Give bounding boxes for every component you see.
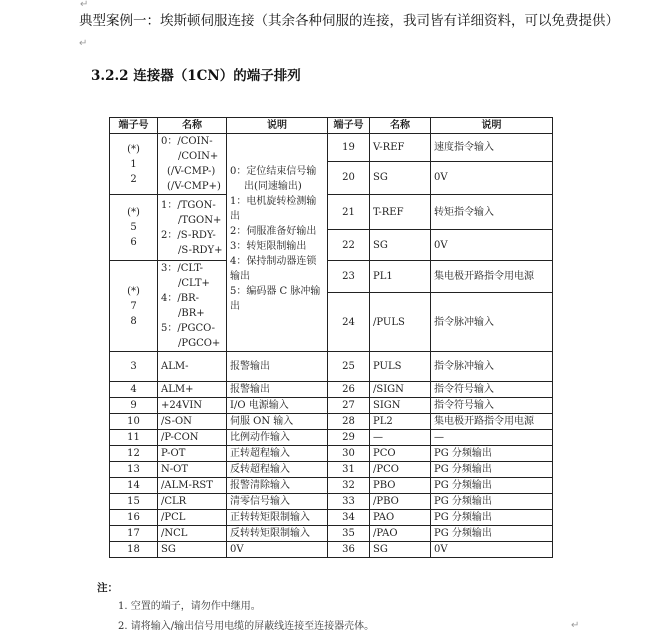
signal-name: PCO <box>370 446 431 462</box>
pin-number: 15 <box>110 494 158 510</box>
signal-description: 指令符号输入 <box>431 382 553 398</box>
signal-name: /TGON+ <box>178 214 222 226</box>
table-row <box>110 462 553 478</box>
description-line: 出(同速输出) <box>244 181 302 192</box>
signal-description: 正转超程输入 <box>227 446 328 462</box>
signal-name: /CLT+ <box>178 278 210 289</box>
signal-name: PL1 <box>370 261 431 293</box>
pin-number: 32 <box>328 478 370 494</box>
signal-name: V-REF <box>370 134 431 162</box>
signal-description: 反转超程输入 <box>227 462 328 478</box>
header-desc: 说明 <box>431 118 553 134</box>
signal-name: SG <box>158 542 227 558</box>
pin-number: 10 <box>110 414 158 430</box>
signal-description: PG 分频输出 <box>431 462 553 478</box>
pin-number: 9 <box>110 398 158 414</box>
signal-name: 1：/TGON- <box>161 199 216 211</box>
pin-number: 28 <box>328 414 370 430</box>
pin-note: (*) <box>127 207 140 218</box>
pin-number: 36 <box>328 542 370 558</box>
signal-name: /COIN+ <box>178 151 219 162</box>
table-row <box>110 494 553 510</box>
signal-description: 速度指令输入 <box>431 134 553 162</box>
pin-number: 29 <box>328 430 370 446</box>
header-name: 名称 <box>158 118 227 134</box>
pin-note: (*) <box>127 285 140 297</box>
signal-description: 比例动作输入 <box>227 430 328 446</box>
signal-name: ALM- <box>158 352 227 382</box>
signal-name: /S-ON <box>158 414 227 430</box>
table-row <box>110 478 553 494</box>
signal-name: 2：/S-RDY- <box>161 229 216 241</box>
header-pin: 端子号 <box>328 118 370 134</box>
signal-description: 伺服 ON 输入 <box>227 414 328 430</box>
pin-group <box>110 195 158 261</box>
pin-group <box>110 134 158 195</box>
signal-name: 3：/CLT- <box>161 263 203 274</box>
signal-name: /PGCO+ <box>178 338 221 349</box>
pin-number: 14 <box>110 478 158 494</box>
pin-number: 31 <box>328 462 370 478</box>
signal-name: /PBO <box>370 494 431 510</box>
pin-number: 16 <box>110 510 158 526</box>
signal-name: /NCL <box>158 526 227 542</box>
signal-description: I/O 电源输入 <box>227 398 328 414</box>
paragraph-mark: ↵ <box>79 38 88 49</box>
signal-name: PULS <box>370 352 431 382</box>
signal-name: PL2 <box>370 414 431 430</box>
signal-description: 报警输出 <box>227 382 328 398</box>
description-line: 3：转矩限制输出 <box>230 241 307 252</box>
signal-name: N-OT <box>158 462 227 478</box>
pin-number: 18 <box>110 542 158 558</box>
signal-description: 转矩指令输入 <box>431 195 553 230</box>
table-row <box>110 352 553 382</box>
table-header-row <box>110 118 553 134</box>
name-group <box>158 134 227 195</box>
pin-number: 19 <box>328 134 370 162</box>
table-row <box>110 195 553 230</box>
pin-number: 11 <box>110 430 158 446</box>
table-row <box>110 510 553 526</box>
description-line: 0：定位结束信号输 <box>230 166 317 177</box>
note-item: 2. 请将输入/输出信号用电缆的屏蔽线连接至连接器壳体。 <box>118 621 375 632</box>
name-group <box>158 261 227 352</box>
pin-number: 12 <box>110 446 158 462</box>
pin-number: 22 <box>328 230 370 261</box>
note-item: 1. 空置的端子，请勿作中继用。 <box>118 601 261 612</box>
pin-number: 13 <box>110 462 158 478</box>
header-name: 名称 <box>370 118 431 134</box>
pin-number: 33 <box>328 494 370 510</box>
signal-name: 4：/BR- <box>161 293 199 304</box>
signal-description: PG 分频输出 <box>431 446 553 462</box>
name-group <box>158 195 227 261</box>
signal-name: /ALM-RST <box>158 478 227 494</box>
signal-name: T-REF <box>370 195 431 230</box>
pin-number: 7 <box>130 300 137 312</box>
connector-pin-table <box>109 117 553 558</box>
signal-name: SG <box>370 230 431 261</box>
pin-number: 26 <box>328 382 370 398</box>
signal-name: /SIGN <box>370 382 431 398</box>
signal-name: SIGN <box>370 398 431 414</box>
signal-description: PG 分频输出 <box>431 494 553 510</box>
signal-description: 报警输出 <box>227 352 328 382</box>
pin-number: 25 <box>328 352 370 382</box>
table-row <box>110 134 553 162</box>
signal-name: (/V-CMP-) <box>167 166 216 177</box>
pin-number: 17 <box>110 526 158 542</box>
header-desc: 说明 <box>227 118 328 134</box>
pin-note: (*) <box>127 143 140 155</box>
signal-name: ALM+ <box>158 382 227 398</box>
description-line: 输出 <box>230 271 250 282</box>
signal-description: PG 分频输出 <box>431 526 553 542</box>
pin-number: 3 <box>110 352 158 382</box>
description-group <box>227 134 328 352</box>
signal-name: P-OT <box>158 446 227 462</box>
pin-number: 30 <box>328 446 370 462</box>
signal-name: /PCL <box>158 510 227 526</box>
signal-description: 指令脉冲输入 <box>431 293 553 352</box>
pin-number: 34 <box>328 510 370 526</box>
signal-name: /S-RDY+ <box>178 244 223 256</box>
pin-number: 4 <box>110 382 158 398</box>
signal-description: 0V <box>431 542 553 558</box>
intro-text: 典型案例一：埃斯顿伺服连接（其余各种伺服的连接，我司皆有详细资料，可以免费提供） <box>79 13 619 29</box>
signal-name: /PCO <box>370 462 431 478</box>
table-row <box>110 398 553 414</box>
signal-name: PAO <box>370 510 431 526</box>
pin-number: 24 <box>328 293 370 352</box>
table-row <box>110 446 553 462</box>
table-row <box>110 382 553 398</box>
signal-description: 正转转矩限制输入 <box>227 510 328 526</box>
pin-number: 35 <box>328 526 370 542</box>
signal-name: /BR+ <box>178 308 205 319</box>
signal-description: 0V <box>227 542 328 558</box>
table-row <box>110 526 553 542</box>
pin-group <box>110 261 158 352</box>
description-line: 出 <box>230 211 240 222</box>
description-line: 4：保持制动器连锁 <box>230 256 317 267</box>
signal-name: (/V-CMP+) <box>167 181 221 192</box>
signal-description: 报警清除输入 <box>227 478 328 494</box>
table-row <box>110 430 553 446</box>
signal-name: SG <box>370 161 431 194</box>
signal-description: 集电极开路指令用电源 <box>431 414 553 430</box>
notes-title: 注： <box>97 582 118 594</box>
intro-paragraph <box>79 11 619 54</box>
signal-name: 0：/COIN- <box>161 136 213 147</box>
table-row <box>110 261 553 293</box>
signal-name: /P-CON <box>158 430 227 446</box>
signal-name: /PAO <box>370 526 431 542</box>
signal-name: — <box>370 430 431 446</box>
signal-name: +24VIN <box>158 398 227 414</box>
signal-description: 0V <box>431 230 553 261</box>
paragraph-mark: ↵ <box>80 0 89 10</box>
section-heading: 3.2.2 连接器（1CN）的端子排列 <box>91 68 301 84</box>
signal-description: 清零信号输入 <box>227 494 328 510</box>
table-row <box>110 542 553 558</box>
header-pin: 端子号 <box>110 118 158 134</box>
pin-number: 8 <box>130 315 137 327</box>
signal-description: 反转转矩限制输入 <box>227 526 328 542</box>
pin-number: 6 <box>130 237 137 248</box>
pin-number: 21 <box>328 195 370 230</box>
signal-name: SG <box>370 542 431 558</box>
pin-number: 5 <box>130 222 137 233</box>
description-line: 5：编码器 C 脉冲输 <box>230 286 321 297</box>
signal-name: /PULS <box>370 293 431 352</box>
signal-name: 5：/PGCO- <box>161 323 216 334</box>
signal-description: 集电极开路指令用电源 <box>431 261 553 293</box>
pin-number: 1 <box>130 158 137 170</box>
signal-description: — <box>431 430 553 446</box>
pin-number: 27 <box>328 398 370 414</box>
paragraph-mark: ↵ <box>571 620 580 631</box>
table-row <box>110 414 553 430</box>
signal-name: PBO <box>370 478 431 494</box>
signal-name: /CLR <box>158 494 227 510</box>
pin-number: 20 <box>328 161 370 194</box>
signal-description: PG 分频输出 <box>431 510 553 526</box>
pin-number: 23 <box>328 261 370 293</box>
signal-description: PG 分频输出 <box>431 478 553 494</box>
pin-number: 2 <box>130 173 137 185</box>
description-line: 出 <box>230 301 240 312</box>
signal-description: 指令符号输入 <box>431 398 553 414</box>
signal-description: 指令脉冲输入 <box>431 352 553 382</box>
signal-description: 0V <box>431 161 553 194</box>
description-line: 2：伺服准备好输出 <box>230 226 317 237</box>
description-line: 1：电机旋转检测输 <box>230 196 317 207</box>
